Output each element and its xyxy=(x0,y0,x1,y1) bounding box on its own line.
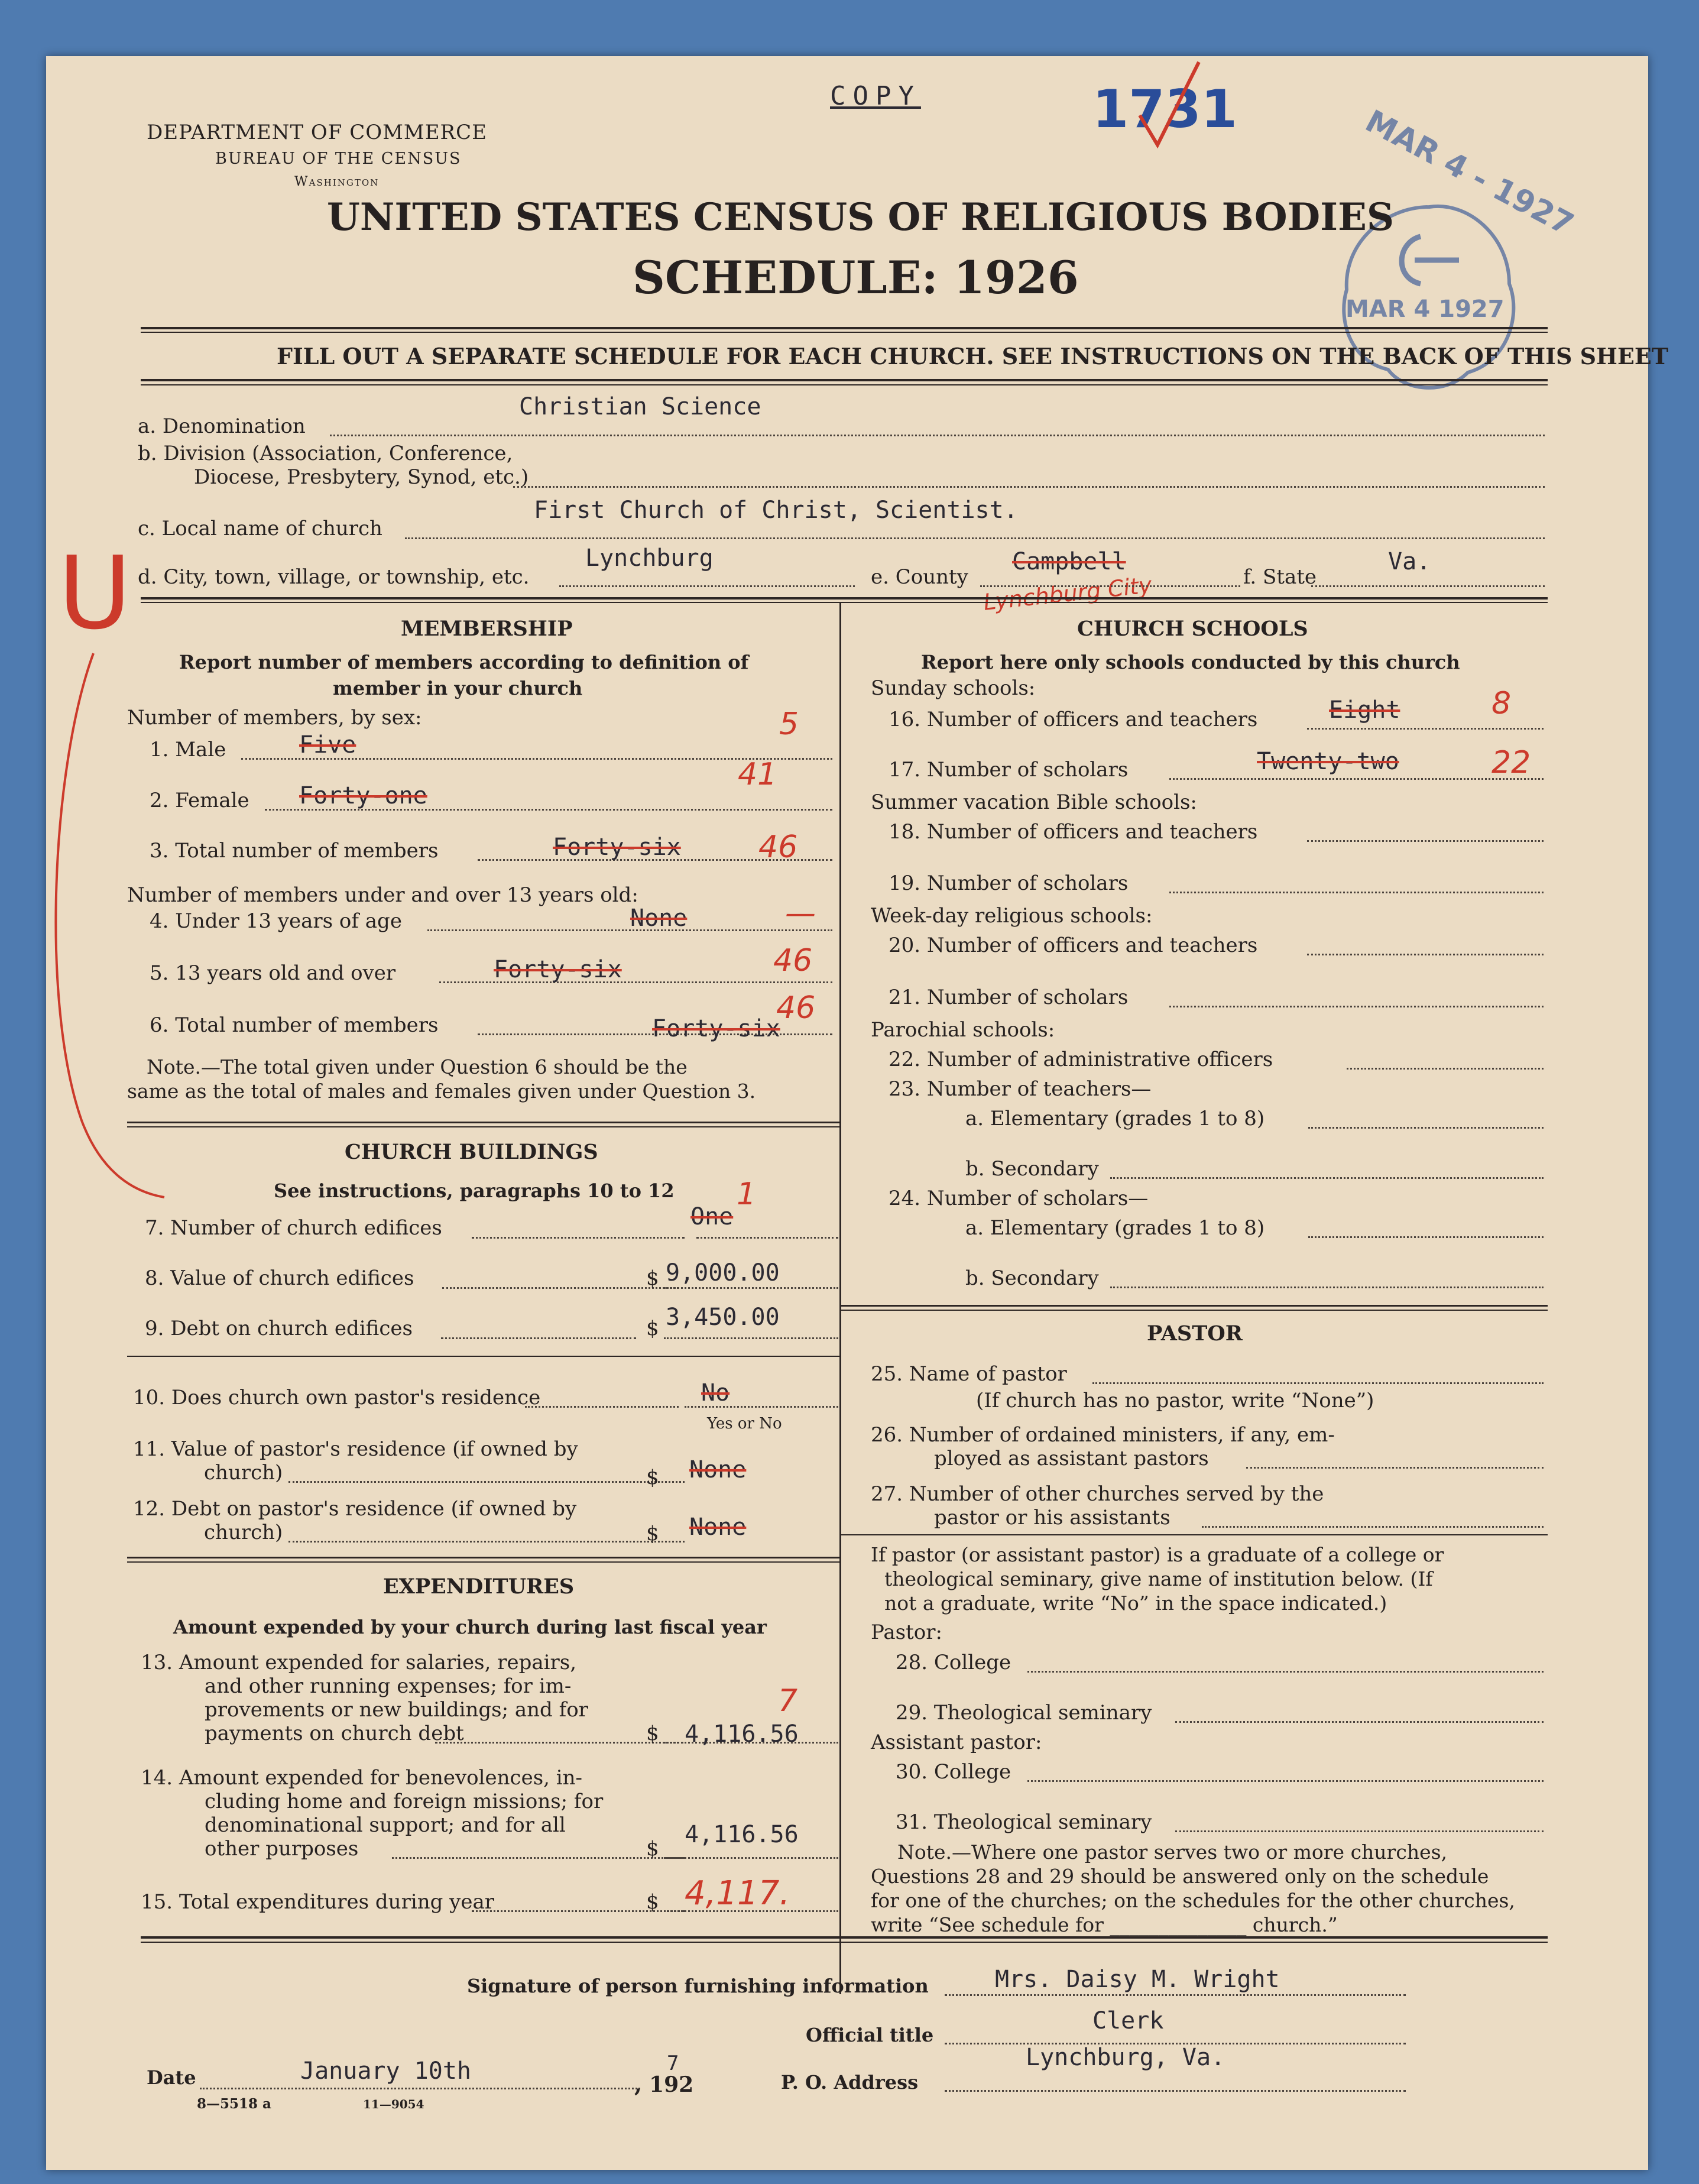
q12-label: 12. Debt on pastor's residence (if owned by xyxy=(133,1497,577,1521)
form-subtitle: SCHEDULE: 1926 xyxy=(633,251,1079,304)
q9-currency: $ xyxy=(646,1317,659,1340)
division-label: b. Division (Association, Conference, xyxy=(138,442,513,465)
city-label: d. City, town, village, or township, etc. xyxy=(138,565,530,589)
q1-label: 1. Male xyxy=(150,738,226,762)
signature-label: Signature of person furnishing information xyxy=(467,1975,929,1997)
q10-hint: Yes or No xyxy=(707,1415,782,1433)
q11-currency: $ xyxy=(646,1466,659,1489)
q29-label: 29. Theological seminary xyxy=(896,1701,1152,1725)
q4-label: 4. Under 13 years of age xyxy=(150,909,402,933)
q12-currency: $ xyxy=(646,1522,659,1545)
summer-schools: Summer vacation Bible schools: xyxy=(871,790,1197,814)
q8-currency: $ xyxy=(646,1266,659,1290)
q14-label-4: other purposes xyxy=(205,1837,359,1861)
q24b-label: b. Secondary xyxy=(965,1266,1099,1290)
q8-label: 8. Value of church edifices xyxy=(145,1266,414,1290)
church-name-label: c. Local name of church xyxy=(138,517,382,540)
q27-label-cont: pastor or his assistants xyxy=(934,1506,1171,1530)
members-by-sex: Number of members, by sex: xyxy=(127,706,422,730)
city-value: Lynchburg xyxy=(585,545,714,572)
q13-label-3: provements or new buildings; and for xyxy=(205,1698,588,1722)
q26-label-cont: ployed as assistant pastors xyxy=(934,1447,1209,1470)
pastor-note: Note.—Where one pastor serves two or more churches, xyxy=(897,1840,1448,1864)
bureau-heading: BUREAU OF THE CENSUS xyxy=(215,150,462,168)
q6-label: 6. Total number of members xyxy=(150,1013,439,1037)
q10-value: No xyxy=(701,1379,730,1407)
q13-value: 4,116.56 xyxy=(685,1720,799,1748)
q24-label: 24. Number of scholars— xyxy=(889,1187,1149,1210)
denomination-value: Christian Science xyxy=(519,393,761,420)
church-name-value: First Church of Christ, Scientist. xyxy=(534,497,1018,524)
form-number: 8—5518 a xyxy=(197,2096,271,2112)
address-value: Lynchburg, Va. xyxy=(1026,2044,1225,2071)
q14-label-3: denominational support; and for all xyxy=(205,1813,566,1837)
q21-label: 21. Number of scholars xyxy=(889,986,1129,1009)
year-digit: 7 xyxy=(667,2052,679,2075)
q17-mark: 22 xyxy=(1492,745,1531,780)
q26-label: 26. Number of ordained ministers, if any, em- xyxy=(871,1423,1335,1447)
denomination-label: a. Denomination xyxy=(138,414,306,438)
round-stamp-date: MAR 4 1927 xyxy=(1345,296,1505,323)
q6-value: Forty-six xyxy=(652,1015,780,1042)
pastor-note-3: for one of the churches; on the schedules for the other churches, xyxy=(871,1889,1515,1912)
division-label-cont: Diocese, Presbytery, Synod, etc.) xyxy=(194,465,529,489)
q23-label: 23. Number of teachers— xyxy=(889,1077,1152,1101)
q17-value: Twenty-two xyxy=(1257,748,1399,775)
parochial-schools: Parochial schools: xyxy=(871,1018,1055,1042)
q10-label: 10. Does church own pastor's residence xyxy=(133,1386,541,1409)
q16-mark: 8 xyxy=(1492,686,1512,721)
pastor-note-2: Questions 28 and 29 should be answered only on the schedule xyxy=(871,1865,1489,1888)
membership-note-cont: same as the total of males and females given under Question 3. xyxy=(127,1080,756,1103)
q3-value: Forty-six xyxy=(553,834,681,861)
q24a-label: a. Elementary (grades 1 to 8) xyxy=(965,1216,1265,1240)
q6-mark: 46 xyxy=(776,990,816,1026)
q25-label: 25. Name of pastor xyxy=(871,1362,1067,1386)
q23b-label: b. Secondary xyxy=(965,1157,1099,1181)
q31-label: 31. Theological seminary xyxy=(896,1810,1152,1834)
membership-title: MEMBERSHIP xyxy=(401,617,573,641)
graduate-instruction-2: theological seminary, give name of institution below. (If xyxy=(884,1567,1433,1590)
q15-label: 15. Total expenditures during year xyxy=(141,1890,495,1914)
q19-label: 19. Number of scholars xyxy=(889,871,1129,895)
q27-label: 27. Number of other churches served by the xyxy=(871,1482,1324,1506)
county-label: e. County xyxy=(871,565,968,589)
q13-mark: 7 xyxy=(778,1683,798,1719)
membership-intro: Report number of members according to definition of xyxy=(179,651,749,673)
date-value: January 10th xyxy=(300,2057,471,2085)
schools-intro: Report here only schools conducted by this church xyxy=(921,651,1460,673)
q15-mark: 4,117. xyxy=(685,1874,790,1913)
q28-label: 28. College xyxy=(896,1651,1011,1674)
members-by-age: Number of members under and over 13 years old: xyxy=(127,883,638,907)
q13-currency: $ xyxy=(646,1722,659,1745)
q30-label: 30. College xyxy=(896,1760,1011,1784)
schedule-number: 1731 xyxy=(1092,79,1237,140)
q7-value: One xyxy=(690,1203,734,1230)
q13-label-4: payments on church debt xyxy=(205,1722,464,1745)
q13-label-2: and other running expenses; for im- xyxy=(205,1674,572,1698)
q14-currency: $ xyxy=(646,1837,659,1861)
q14-value: 4,116.56 xyxy=(685,1821,799,1848)
q25-hint: (If church has no pastor, write “None”) xyxy=(976,1389,1374,1412)
membership-intro-cont: member in your church xyxy=(333,677,583,699)
state-label: f. State xyxy=(1243,565,1317,589)
q9-value: 3,450.00 xyxy=(666,1304,780,1331)
pastor-title: PASTOR xyxy=(1147,1321,1243,1346)
county-correction: Lynchburg City xyxy=(982,572,1153,615)
weekday-schools: Week-day religious schools: xyxy=(871,904,1153,928)
buildings-intro: See instructions, paragraphs 10 to 12 xyxy=(274,1180,675,1202)
graduate-instruction: If pastor (or assistant pastor) is a graduate of a college or xyxy=(871,1543,1444,1566)
q11-value: None xyxy=(689,1456,747,1483)
q7-mark: 1 xyxy=(737,1177,757,1212)
q1-mark: 5 xyxy=(779,707,799,742)
check-mark-icon xyxy=(1134,56,1205,157)
q5-value: Forty-six xyxy=(494,956,622,983)
q15-currency: $ xyxy=(646,1890,659,1914)
q14-label: 14. Amount expended for benevolences, in- xyxy=(141,1766,583,1790)
expenditures-title: EXPENDITURES xyxy=(383,1574,575,1599)
membership-note: Note.—The total given under Question 6 should be the xyxy=(147,1055,688,1078)
q12-value: None xyxy=(689,1514,747,1541)
instruction-banner: FILL OUT A SEPARATE SCHEDULE FOR EACH CHURCH. SEE INSTRUCTIONS ON THE BACK OF THIS SHEET xyxy=(277,343,1669,370)
q2-label: 2. Female xyxy=(150,789,249,812)
pastor-note-4: write “See schedule for ______________ church.” xyxy=(871,1913,1338,1936)
q18-label: 18. Number of officers and teachers xyxy=(889,820,1258,844)
q20-label: 20. Number of officers and teachers xyxy=(889,934,1258,957)
q13-label: 13. Amount expended for salaries, repairs, xyxy=(141,1651,577,1674)
margin-mark: U xyxy=(58,535,132,652)
q11-label: 11. Value of pastor's residence (if owned by xyxy=(133,1437,578,1461)
q7-label: 7. Number of church edifices xyxy=(145,1216,442,1240)
pastor-subhead: Pastor: xyxy=(871,1621,942,1644)
q14-label-2: cluding home and foreign missions; for xyxy=(205,1790,604,1813)
q8-value: 9,000.00 xyxy=(666,1259,780,1287)
form-title: UNITED STATES CENSUS OF RELIGIOUS BODIES xyxy=(327,195,1395,239)
census-schedule-page xyxy=(46,56,1669,2170)
address-label: P. O. Address xyxy=(781,2071,919,2094)
q4-value: None xyxy=(630,905,688,932)
q11-label-cont: church) xyxy=(204,1461,283,1485)
q16-value: Eight xyxy=(1329,696,1400,724)
city-heading: Washington xyxy=(294,174,380,189)
sunday-schools: Sunday schools: xyxy=(871,676,1036,700)
q5-label: 5. 13 years old and over xyxy=(150,961,396,985)
asst-pastor-subhead: Assistant pastor: xyxy=(871,1731,1042,1754)
received-date-stamp: MAR 4 - 1927 xyxy=(1359,103,1580,243)
q4-mark: — xyxy=(785,896,816,931)
q5-mark: 46 xyxy=(773,943,813,978)
q3-mark: 46 xyxy=(758,829,798,865)
year-prefix: , 192 xyxy=(634,2072,694,2097)
print-number: 11—9054 xyxy=(363,2097,424,2111)
county-value: Campbell xyxy=(1012,548,1126,575)
q12-label-cont: church) xyxy=(204,1521,283,1544)
buildings-title: CHURCH BUILDINGS xyxy=(345,1140,598,1164)
state-value: Va. xyxy=(1388,548,1431,575)
q2-mark: 41 xyxy=(738,757,777,792)
date-label: Date xyxy=(147,2066,196,2089)
official-title-label: Official title xyxy=(806,2024,934,2046)
q9-label: 9. Debt on church edifices xyxy=(145,1317,413,1340)
dept-heading: DEPARTMENT OF COMMERCE xyxy=(147,121,487,144)
schools-title: CHURCH SCHOOLS xyxy=(1077,617,1308,641)
expenditures-intro: Amount expended by your church during last fiscal year xyxy=(173,1616,767,1638)
q17-label: 17. Number of scholars xyxy=(889,758,1129,782)
copy-label: COPY xyxy=(830,81,921,111)
q22-label: 22. Number of administrative officers xyxy=(889,1048,1273,1071)
q16-label: 16. Number of officers and teachers xyxy=(889,708,1258,731)
margin-bracket-icon xyxy=(46,647,176,1209)
official-title-value: Clerk xyxy=(1092,2007,1164,2034)
q3-label: 3. Total number of members xyxy=(150,839,439,863)
q23a-label: a. Elementary (grades 1 to 8) xyxy=(965,1107,1265,1130)
q1-value: Five xyxy=(299,731,356,759)
signature-value: Mrs. Daisy M. Wright xyxy=(995,1966,1280,1993)
graduate-instruction-3: not a graduate, write “No” in the space indicated.) xyxy=(884,1592,1387,1615)
q2-value: Forty-one xyxy=(299,782,427,809)
